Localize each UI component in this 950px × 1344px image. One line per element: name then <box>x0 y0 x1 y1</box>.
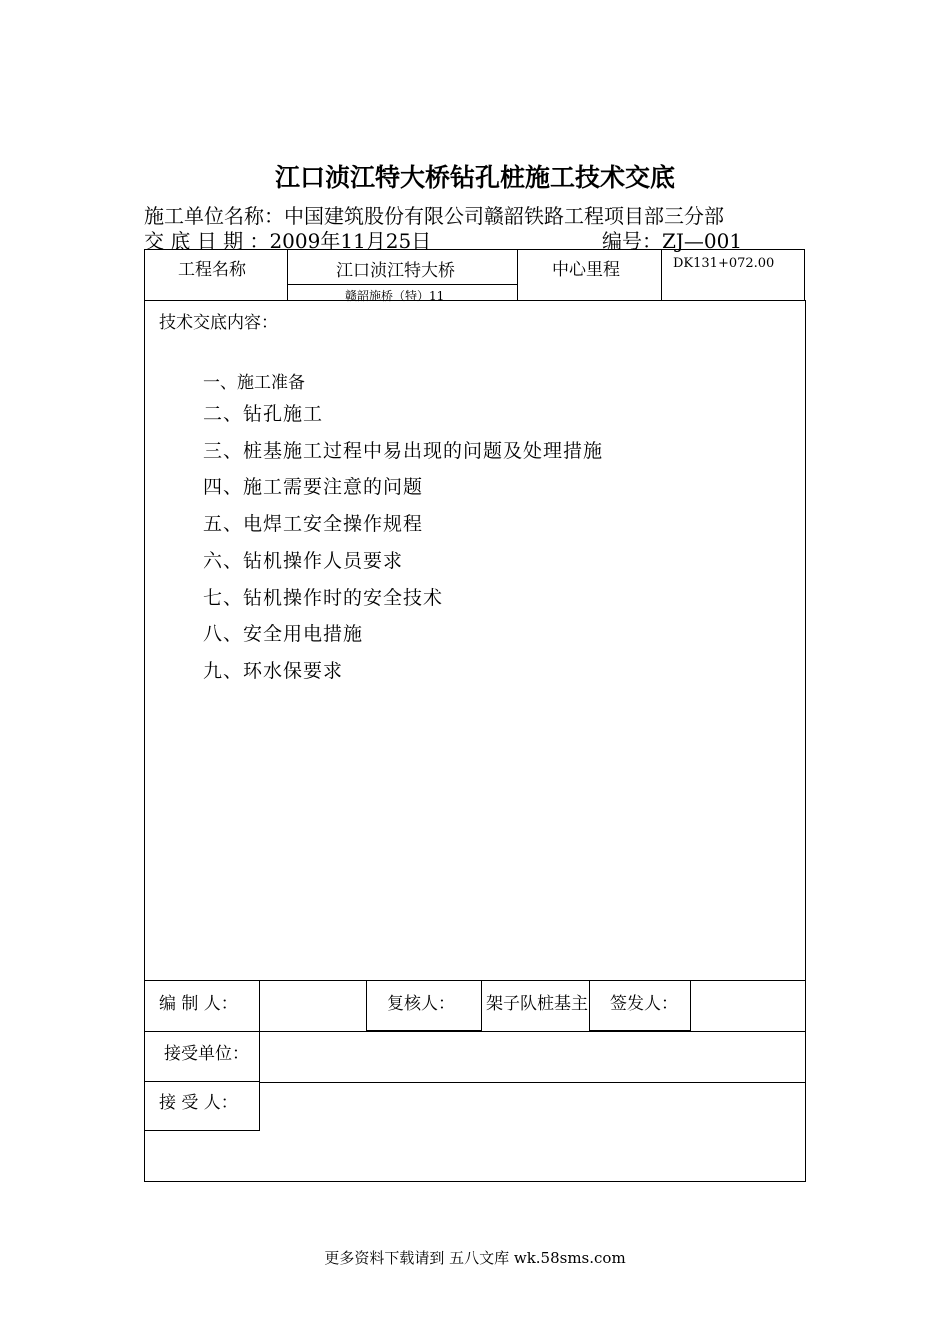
reviewer-label-cell <box>366 980 482 1031</box>
list-item: 五、电焊工安全操作规程 <box>203 513 424 535</box>
list-item: 二、钻孔施工 <box>203 403 324 425</box>
list-item: 三、桩基施工过程中易出现的问题及处理措施 <box>203 440 604 462</box>
compiler-value-cell <box>259 980 367 1032</box>
receiver-label-cell <box>144 1081 260 1131</box>
content-label: 技术交底内容： <box>159 313 278 333</box>
center-mileage-value-cell <box>661 249 805 301</box>
receiving-unit-label: 接受单位： <box>164 1044 249 1064</box>
reviewer-label: 复核人： <box>387 994 455 1014</box>
project-name-label-cell <box>144 249 288 301</box>
center-mileage-label-cell <box>517 249 662 301</box>
list-item: 四、施工需要注意的问题 <box>203 476 424 498</box>
center-mileage-value: DK131+072.00 <box>673 256 775 271</box>
page-title: 江口浈江特大桥钻孔桩施工技术交底 <box>274 163 675 192</box>
number-value: ZJ—001 <box>662 229 743 253</box>
issuer-value-cell <box>690 980 806 1032</box>
project-sub-value: 赣韶施桥（特）11 <box>345 289 445 303</box>
reviewer-value: 架子队桩基主 <box>486 994 588 1014</box>
content-inner-border <box>144 300 147 981</box>
project-sub-cell <box>287 284 518 301</box>
unit-label: 施工单位名称： <box>144 204 284 228</box>
list-item: 九、环水保要求 <box>203 660 344 682</box>
list-item: 八、安全用电措施 <box>203 623 364 645</box>
footer-text: 更多资料下载请到 五八文库 wk.58sms.com <box>324 1249 626 1267</box>
list-item: 七、钻机操作时的安全技术 <box>203 587 444 609</box>
list-item: 一、施工准备 <box>203 373 305 393</box>
list-item: 六、钻机操作人员要求 <box>203 550 404 572</box>
issuer-label: 签发人： <box>610 994 678 1014</box>
number-label: 编号： <box>602 229 662 253</box>
receiver-label: 接 受 人： <box>159 1093 238 1113</box>
reviewer-value-cell <box>481 980 590 1032</box>
compiler-label-cell <box>144 980 260 1032</box>
receiving-unit-label-cell <box>144 1031 260 1082</box>
issuer-label-cell <box>589 980 691 1031</box>
compiler-label: 编 制 人： <box>159 994 238 1014</box>
date-value: 2009年11月25日 <box>269 229 432 253</box>
date-label: 交 底 日 期 ： <box>144 229 270 253</box>
center-mileage-label: 中心里程 <box>552 260 620 280</box>
project-name-value-cell <box>287 249 518 285</box>
receiving-unit-value-cell <box>259 1031 806 1083</box>
project-name-value: 江口浈江特大桥 <box>336 261 455 281</box>
project-name-label: 工程名称 <box>178 260 246 280</box>
unit-value: 中国建筑股份有限公司赣韶铁路工程项目部三分部 <box>284 204 724 228</box>
